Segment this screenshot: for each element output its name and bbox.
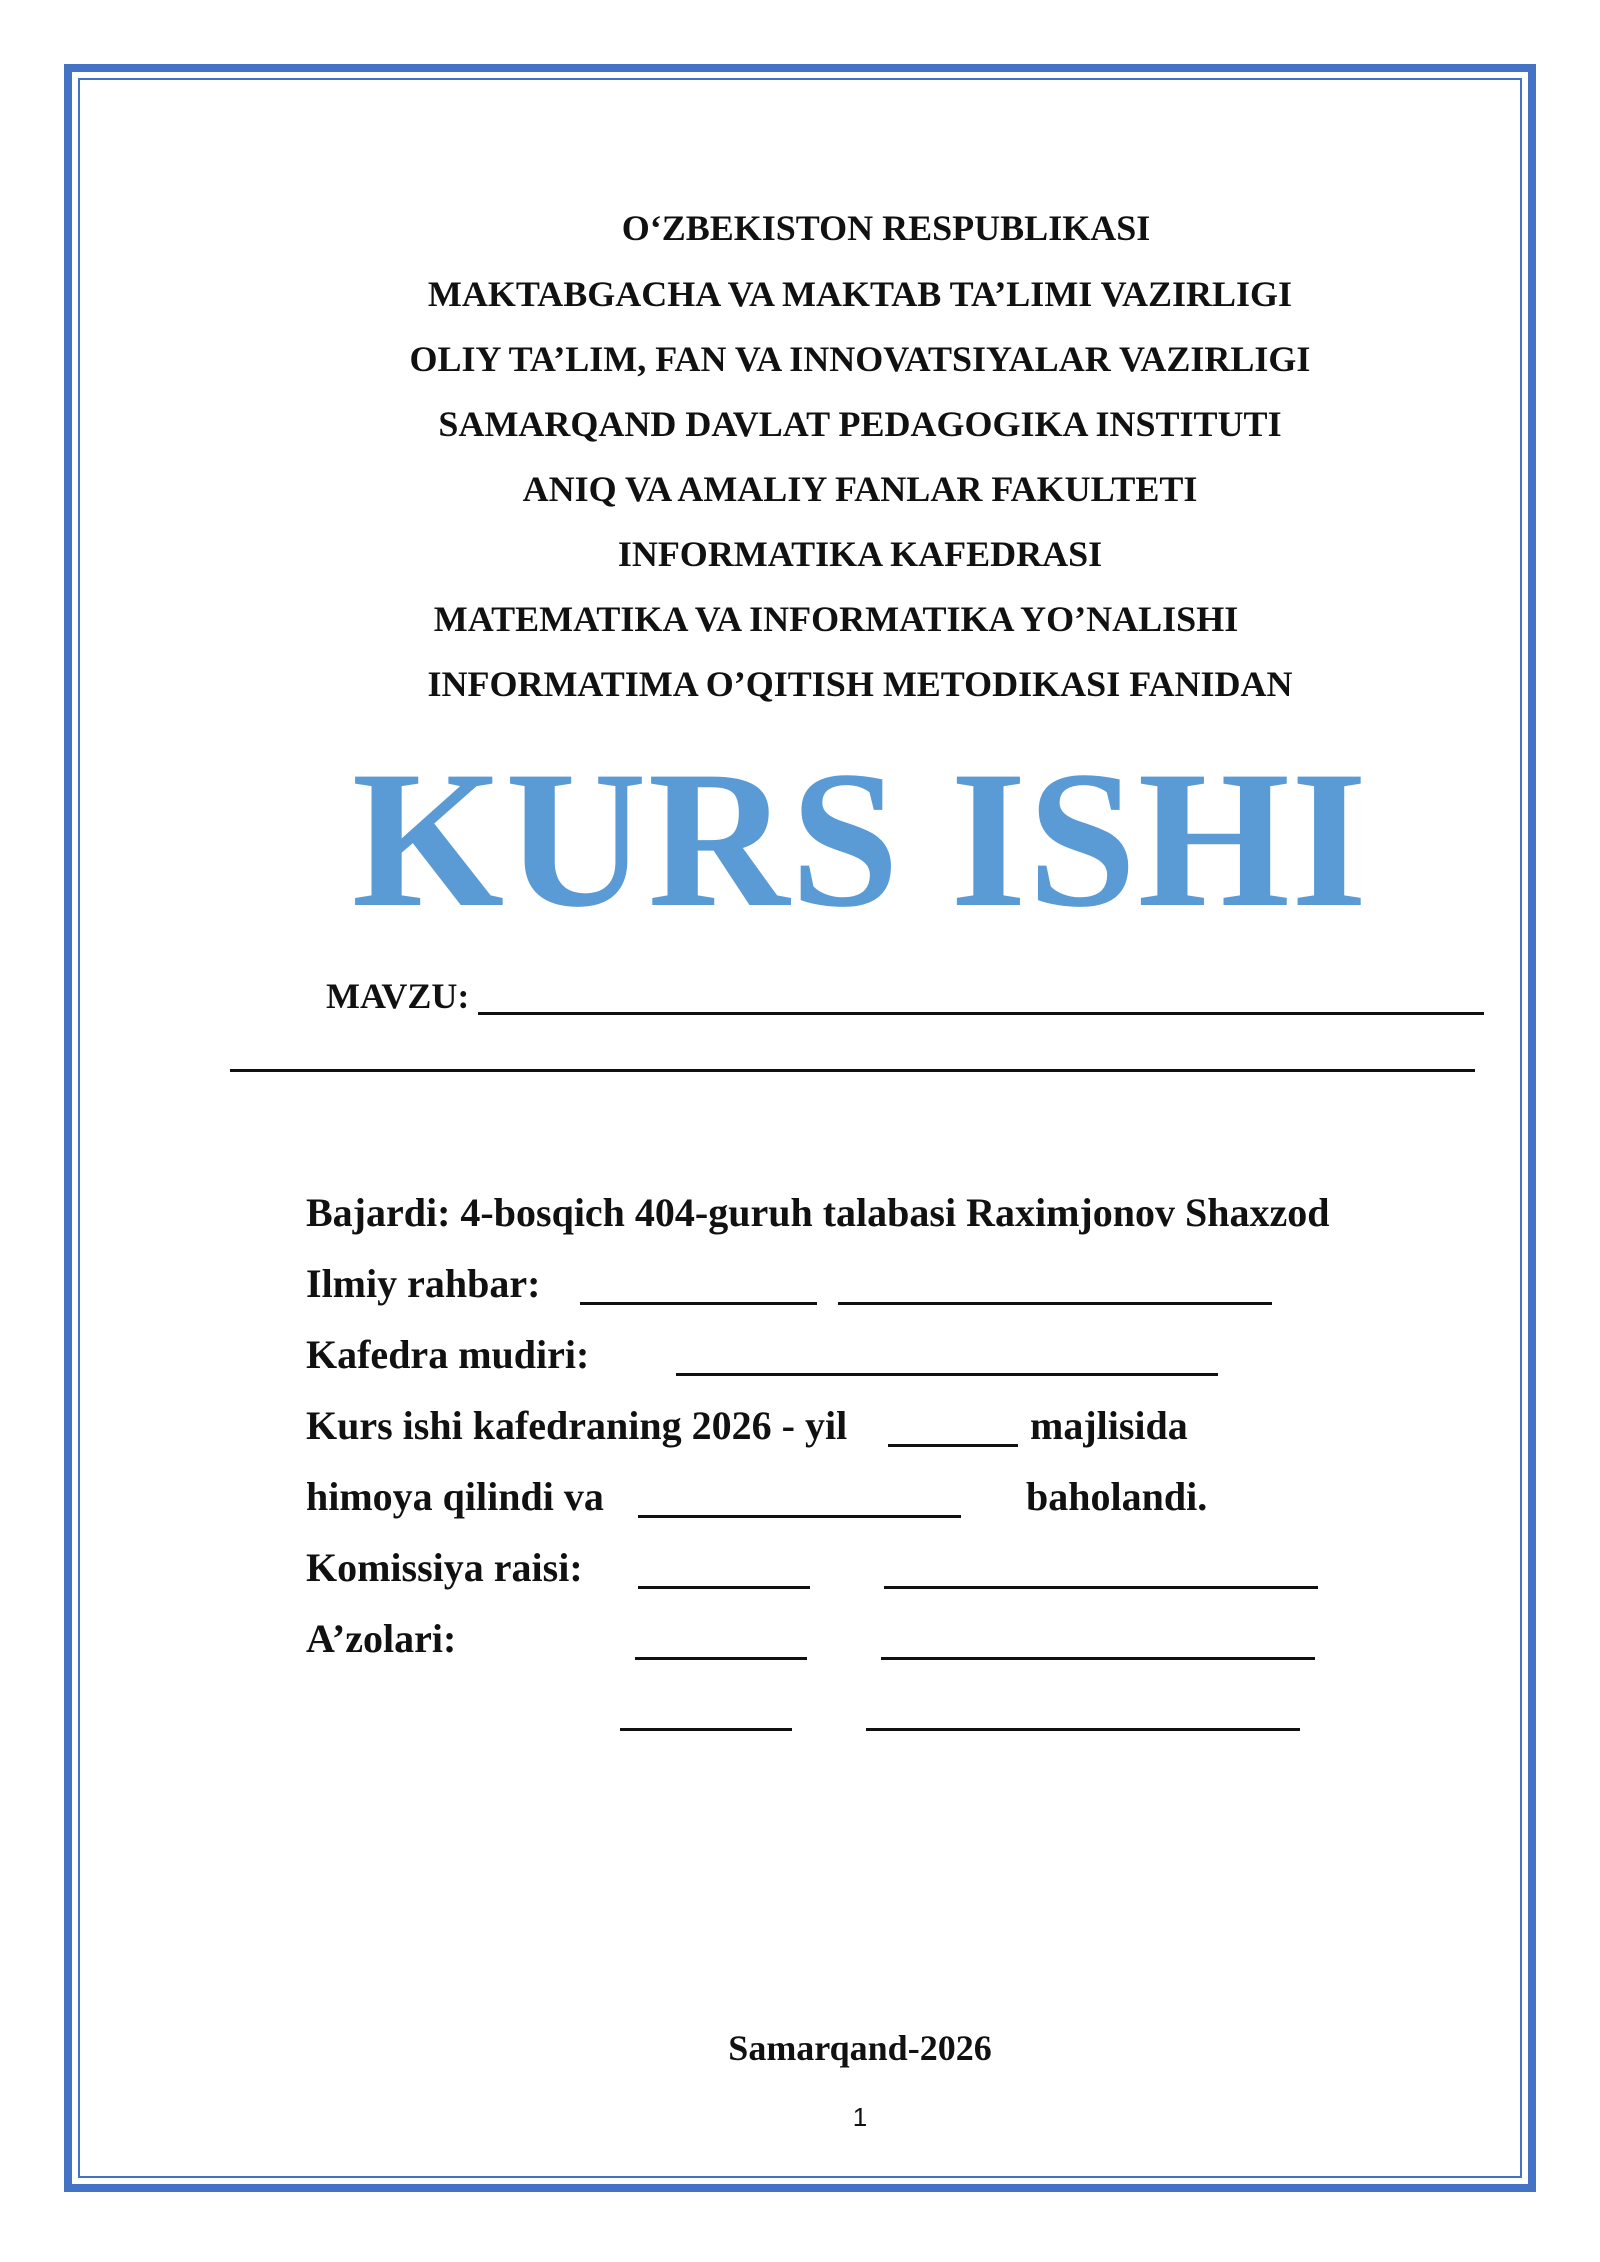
header-line-republic: O‘ZBEKISTON RESPUBLIKASI xyxy=(621,208,1151,248)
head-of-department-blank xyxy=(676,1373,1218,1376)
page-number: 1 xyxy=(852,2102,868,2132)
member-two-blank-short xyxy=(620,1728,792,1731)
members-label: A’zolari: xyxy=(306,1616,457,1661)
page-border-inner xyxy=(78,78,1522,2178)
topic-row xyxy=(326,970,1486,1022)
grade-prefix: himoya qilindi va xyxy=(306,1474,604,1519)
header-line-ministry-higher-education: OLIY TA’LIM, FAN VA INNOVATSIYALAR VAZIRLIGI xyxy=(409,339,1311,379)
supervisor-label: Ilmiy rahbar: xyxy=(306,1261,541,1306)
commission-chair-blank-short xyxy=(638,1586,810,1589)
defense-date-blank xyxy=(888,1444,1018,1447)
member-one-blank-short xyxy=(635,1657,807,1660)
performed-by-line: Bajardi: 4-bosqich 404-guruh talabasi Raximjonov Shaxzod xyxy=(306,1190,1330,1235)
document-title: KURS ISHI xyxy=(351,731,1369,948)
grade-blank xyxy=(638,1515,961,1518)
topic-blank-line xyxy=(478,1012,1484,1015)
header-line-ministry-preschool: MAKTABGACHA VA MAKTAB TA’LIMI VAZIRLIGI xyxy=(427,274,1293,314)
member-two-blank-long xyxy=(866,1728,1300,1731)
commission-chair-label: Komissiya raisi: xyxy=(306,1545,583,1590)
supervisor-blank-short xyxy=(580,1302,817,1305)
commission-chair-blank-long xyxy=(884,1586,1318,1589)
header-line-institute: SAMARQAND DAVLAT PEDAGOGIKA INSTITUTI xyxy=(438,404,1282,444)
grade-suffix: baholandi. xyxy=(1026,1474,1208,1519)
head-of-department-label: Kafedra mudiri: xyxy=(306,1332,590,1377)
defense-date-suffix: majlisida xyxy=(1030,1403,1188,1448)
city-year: Samarqand-2026 xyxy=(728,2028,992,2068)
header-line-direction: MATEMATIKA VA INFORMATIKA YO’NALISHI xyxy=(433,599,1239,639)
defense-date-prefix: Kurs ishi kafedraning 2026 - yil xyxy=(306,1403,848,1448)
topic-label: MAVZU: xyxy=(326,976,470,1016)
header-line-subject: INFORMATIMA O’QITISH METODIKASI FANIDAN xyxy=(427,664,1293,704)
topic-second-blank-line xyxy=(230,1069,1475,1072)
header-line-department: INFORMATIKA KAFEDRASI xyxy=(617,534,1103,574)
header-line-faculty: ANIQ VA AMALIY FANLAR FAKULTETI xyxy=(522,469,1198,509)
supervisor-blank-long xyxy=(838,1302,1272,1305)
member-one-blank-long xyxy=(881,1657,1315,1660)
